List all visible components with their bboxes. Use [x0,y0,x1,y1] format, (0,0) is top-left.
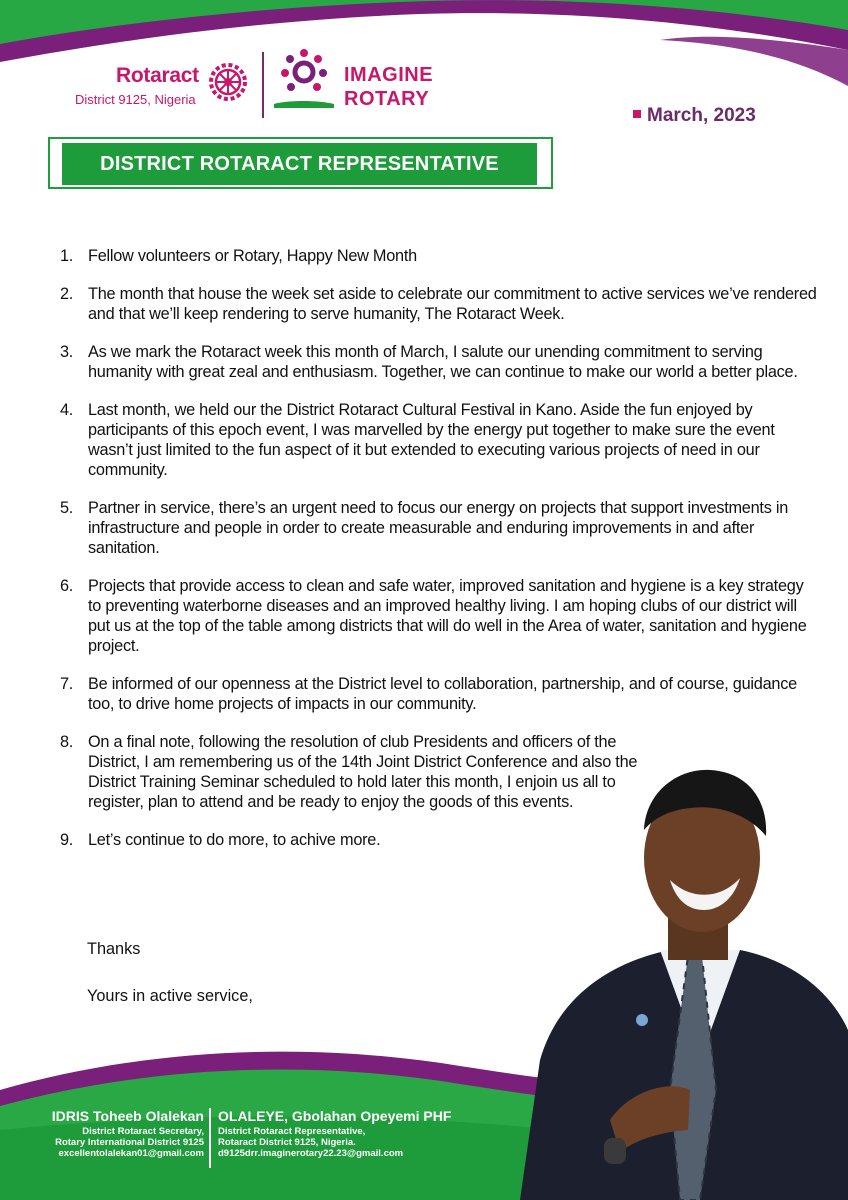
signatory-divider [209,1108,211,1168]
list-item-text: The month that house the week set aside to celebrate our commitment to active services we’ve rendered and that we’ll keep rendering to serve humanity, The Rotaract Week. [88,285,817,323]
list-item-number: 7. [60,675,74,693]
rotaract-wordmark: Rotaract [116,64,199,87]
list-item-text: Be informed of our openness at the District level to collaboration, partnership, and of course, guidance too, to drive home projects of impacts in our community. [88,675,797,713]
imagine-wordmark: IMAGINE [344,64,434,86]
list-item-number: 9. [60,831,74,849]
list-item-text: On a final note, following the resolution of club Presidents and officers of the District, I am remembering us of the 14th Joint District Conference and also the District Training Seminar scheduled to hold later this month, I enjoin us all to register, plan to attend and be ready to enjoy the goods of this events. [88,733,638,811]
representative-portrait [520,760,848,1200]
list-item-number: 1. [60,247,74,265]
list-item-number: 3. [60,343,74,361]
representative-email: d9125drr.imaginerotary22.23@gmail.com [218,1148,404,1159]
list-item-text: Last month, we held our the District Rotaract Cultural Festival in Kano. Aside the fun enjoyed by participants of this epoch event, I was marvelled by the energy put together to make sure the event wasn’t just limited to the fun aspect of it but extended to executing various projects of need in our community. [88,401,775,479]
list-item [60,246,820,266]
list-item [60,400,820,480]
rotary-wheel-icon [208,62,248,102]
secretary-email: excellentolalekan01@gmail.com [58,1148,204,1159]
date-bullet-icon [633,110,641,118]
date-text: March, 2023 [647,105,756,126]
list-item-text: Partner in service, there’s an urgent need to focus our energy on projects that support investments in infrastructure and people in order to create measurable and enduring improvements in and after sanitation. [88,499,789,557]
closing-thanks: Thanks [87,940,141,958]
list-item-number: 4. [60,401,74,419]
list-item [60,284,820,324]
closing-signoff: Yours in active service, [87,987,253,1005]
letter-date [633,105,756,127]
list-item-number: 8. [60,733,74,751]
list-item-text: Projects that provide access to clean and safe water, improved sanitation and hygiene is a key strategy to preventing waterborne diseases and an improved healthy living. I am hoping clubs of our district will put us at the top of the table among districts that will do well in the Area of water, sanitation and hygiene project. [88,577,807,655]
rotary-wordmark: ROTARY [344,88,430,110]
list-item [60,498,820,558]
representative-role: District Rotaract Representative, [218,1126,366,1137]
list-item [60,342,820,382]
list-item-number: 2. [60,285,74,303]
imagine-rotary-logo [272,44,452,116]
list-item-text: As we mark the Rotaract week this month of March, I salute our unending commitment to serving humanity with great zeal and enthusiasm. Together, we can continue to make our world a better place. [88,343,798,381]
logo-divider [262,52,264,118]
representative-org: Rotaract District 9125, Nigeria. [218,1137,356,1148]
secretary-name: IDRIS Toheeb Olalekan [51,1108,204,1124]
list-item [60,576,820,656]
list-item-text: Let’s continue to do more, to achive more. [88,831,381,849]
representative-name: OLALEYE, Gbolahan Opeyemi PHF [218,1108,452,1124]
page-title: DISTRICT ROTARACT REPRESENTATIVE ADDRESS [62,143,537,185]
imagine-rotary-mark-icon [272,44,336,112]
signatory-secretary [44,1108,204,1159]
list-item-number: 5. [60,499,74,517]
secretary-role: District Rotaract Secretary, [82,1126,204,1137]
list-item-number: 6. [60,577,74,595]
rotaract-district-label: District 9125, Nigeria [75,92,196,107]
rotaract-logo [75,60,258,110]
list-item-text: Fellow volunteers or Rotary, Happy New Month [88,247,417,265]
secretary-org: Rotary International District 9125 [55,1137,204,1148]
signatory-representative [218,1108,468,1159]
list-item [60,674,820,714]
